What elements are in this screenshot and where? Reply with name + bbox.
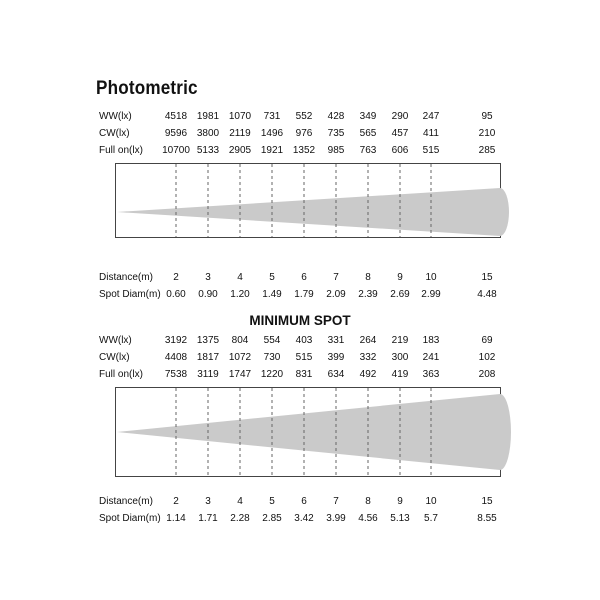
illuminance-cw-lx-value: 3800 bbox=[196, 128, 220, 139]
illuminance-full-on-lx-value: 1220 bbox=[260, 369, 284, 380]
distance-value: 2 bbox=[173, 272, 179, 283]
distance-value: 15 bbox=[481, 496, 493, 507]
illuminance-full-on-lx-value: 985 bbox=[327, 145, 345, 156]
distance-value: 7 bbox=[333, 272, 339, 283]
distance-value: 6 bbox=[301, 272, 307, 283]
illuminance-full-on-lx-value: 10700 bbox=[162, 145, 190, 156]
illuminance-full-on-lx-value: 285 bbox=[478, 145, 496, 156]
illuminance-ww-lx-value: 264 bbox=[359, 335, 377, 346]
illuminance-cw-lx-value: 411 bbox=[423, 128, 439, 139]
spot-diameter-value: 0.60 bbox=[166, 289, 186, 300]
distance-value: 4 bbox=[237, 496, 243, 507]
illuminance-cw-lx-value: 241 bbox=[422, 352, 440, 363]
distance-value: 3 bbox=[205, 272, 211, 283]
distance-value: 4 bbox=[237, 272, 243, 283]
distance-value: 8 bbox=[365, 272, 371, 283]
illuminance-full-on-lx-value: 1921 bbox=[260, 145, 284, 156]
spot-diameter-value: 4.48 bbox=[477, 289, 497, 300]
illuminance-ww-lx-label: WW(lx) bbox=[99, 111, 132, 122]
illuminance-full-on-lx-value: 5133 bbox=[196, 145, 220, 156]
spot-diameter-label: Spot Diam(m) bbox=[99, 513, 161, 524]
spot-diameter-value: 2.09 bbox=[326, 289, 346, 300]
page-title: Photometric bbox=[96, 78, 198, 99]
spot-diameter-value: 2.85 bbox=[262, 513, 282, 524]
illuminance-cw-lx-label: CW(lx) bbox=[99, 128, 130, 139]
distance-value: 10 bbox=[425, 496, 437, 507]
illuminance-full-on-lx-value: 763 bbox=[359, 145, 377, 156]
illuminance-full-on-lx-value: 515 bbox=[422, 145, 440, 156]
illuminance-full-on-lx-value: 1747 bbox=[228, 369, 252, 380]
illuminance-cw-lx-value: 9596 bbox=[164, 128, 188, 139]
illuminance-cw-lx-value: 332 bbox=[359, 352, 377, 363]
distance-value: 2 bbox=[173, 496, 179, 507]
illuminance-full-on-lx-value: 492 bbox=[359, 369, 377, 380]
illuminance-full-on-lx-value: 2905 bbox=[228, 145, 252, 156]
illuminance-cw-lx-value: 976 bbox=[295, 128, 313, 139]
illuminance-ww-lx-value: 731 bbox=[263, 111, 281, 122]
illuminance-cw-lx-value: 2119 bbox=[229, 128, 251, 139]
illuminance-cw-lx-value: 1496 bbox=[260, 128, 284, 139]
illuminance-ww-lx-value: 3192 bbox=[164, 335, 188, 346]
distance-value: 3 bbox=[205, 496, 211, 507]
distance-value: 7 bbox=[333, 496, 339, 507]
illuminance-ww-lx-value: 554 bbox=[263, 335, 281, 346]
spot-diameter-value: 5.13 bbox=[390, 513, 410, 524]
spot-diameter-value: 1.79 bbox=[294, 289, 314, 300]
illuminance-ww-lx-value: 552 bbox=[295, 111, 313, 122]
distance-value: 9 bbox=[397, 496, 403, 507]
illuminance-cw-lx-value: 457 bbox=[391, 128, 409, 139]
illuminance-cw-lx-label: CW(lx) bbox=[99, 352, 130, 363]
spot-diameter-value: 5.7 bbox=[424, 513, 438, 524]
section-subtitle: MINIMUM SPOT bbox=[249, 313, 351, 328]
illuminance-full-on-lx-value: 634 bbox=[327, 369, 345, 380]
illuminance-cw-lx-value: 300 bbox=[391, 352, 409, 363]
spot-diameter-label: Spot Diam(m) bbox=[99, 289, 161, 300]
illuminance-cw-lx-value: 102 bbox=[478, 352, 496, 363]
spot-diameter-value: 4.56 bbox=[358, 513, 378, 524]
illuminance-cw-lx-value: 1817 bbox=[196, 352, 220, 363]
spot-diameter-value: 1.20 bbox=[230, 289, 250, 300]
spot-diameter-value: 1.71 bbox=[198, 513, 218, 524]
illuminance-cw-lx-value: 565 bbox=[359, 128, 377, 139]
illuminance-ww-lx-value: 428 bbox=[327, 111, 345, 122]
illuminance-cw-lx-value: 1072 bbox=[228, 352, 252, 363]
spot-diameter-value: 2.99 bbox=[421, 289, 441, 300]
illuminance-ww-lx-value: 69 bbox=[481, 335, 493, 346]
illuminance-cw-lx-value: 399 bbox=[327, 352, 345, 363]
spot-diameter-value: 1.49 bbox=[262, 289, 282, 300]
illuminance-ww-lx-value: 804 bbox=[231, 335, 249, 346]
distance-value: 10 bbox=[425, 272, 437, 283]
illuminance-ww-lx-value: 247 bbox=[422, 111, 440, 122]
illuminance-full-on-lx-value: 3119 bbox=[197, 369, 219, 380]
illuminance-ww-lx-value: 331 bbox=[327, 335, 345, 346]
distance-value: 8 bbox=[365, 496, 371, 507]
illuminance-ww-lx-value: 1981 bbox=[196, 111, 220, 122]
distance-value: 15 bbox=[481, 272, 493, 283]
spot-diameter-value: 0.90 bbox=[198, 289, 218, 300]
illuminance-cw-lx-value: 730 bbox=[263, 352, 281, 363]
illuminance-full-on-lx-label: Full on(lx) bbox=[99, 369, 143, 380]
illuminance-cw-lx-value: 735 bbox=[327, 128, 345, 139]
illuminance-full-on-lx-value: 7538 bbox=[164, 369, 188, 380]
illuminance-ww-lx-value: 1070 bbox=[228, 111, 252, 122]
illuminance-cw-lx-value: 210 bbox=[478, 128, 496, 139]
illuminance-full-on-lx-label: Full on(lx) bbox=[99, 145, 143, 156]
illuminance-cw-lx-value: 515 bbox=[295, 352, 313, 363]
distance-value: 6 bbox=[301, 496, 307, 507]
illuminance-ww-lx-value: 95 bbox=[481, 111, 493, 122]
distance-value: 5 bbox=[269, 272, 275, 283]
distance-label: Distance(m) bbox=[99, 496, 153, 507]
illuminance-ww-lx-label: WW(lx) bbox=[99, 335, 132, 346]
illuminance-full-on-lx-value: 419 bbox=[391, 369, 409, 380]
distance-value: 9 bbox=[397, 272, 403, 283]
illuminance-full-on-lx-value: 1352 bbox=[292, 145, 316, 156]
illuminance-ww-lx-value: 403 bbox=[295, 335, 313, 346]
spot-diameter-value: 3.42 bbox=[294, 513, 314, 524]
illuminance-ww-lx-value: 349 bbox=[359, 111, 377, 122]
illuminance-full-on-lx-value: 606 bbox=[391, 145, 409, 156]
illuminance-ww-lx-value: 219 bbox=[391, 335, 409, 346]
spot-diameter-value: 1.14 bbox=[166, 513, 186, 524]
distance-value: 5 bbox=[269, 496, 275, 507]
illuminance-full-on-lx-value: 363 bbox=[422, 369, 440, 380]
spot-diameter-value: 8.55 bbox=[477, 513, 497, 524]
illuminance-ww-lx-value: 183 bbox=[422, 335, 440, 346]
spot-diameter-value: 3.99 bbox=[326, 513, 346, 524]
illuminance-ww-lx-value: 290 bbox=[391, 111, 409, 122]
spot-diameter-value: 2.39 bbox=[358, 289, 378, 300]
illuminance-full-on-lx-value: 831 bbox=[295, 369, 313, 380]
spot-diameter-value: 2.69 bbox=[390, 289, 410, 300]
illuminance-ww-lx-value: 4518 bbox=[164, 111, 188, 122]
illuminance-full-on-lx-value: 208 bbox=[478, 369, 496, 380]
illuminance-ww-lx-value: 1375 bbox=[196, 335, 220, 346]
spot-diameter-value: 2.28 bbox=[230, 513, 250, 524]
illuminance-cw-lx-value: 4408 bbox=[164, 352, 188, 363]
distance-label: Distance(m) bbox=[99, 272, 153, 283]
